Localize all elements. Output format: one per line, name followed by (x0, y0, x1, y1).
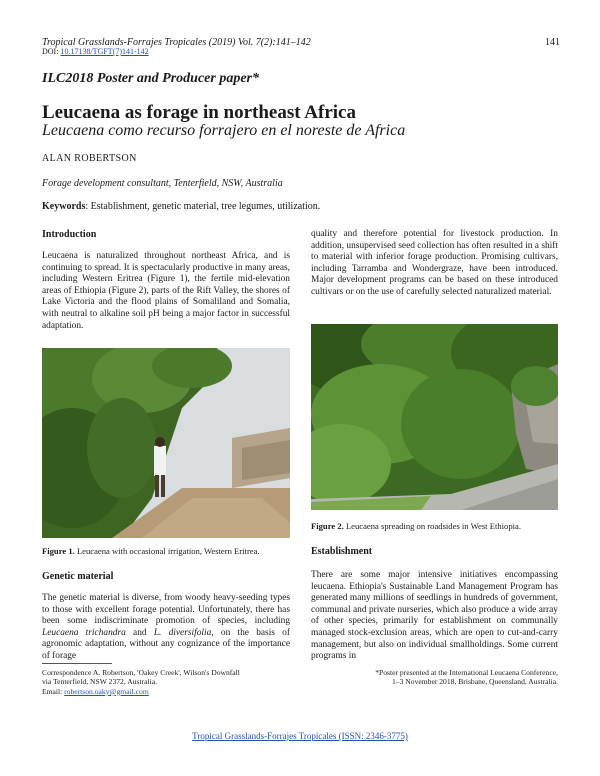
page-number: 141 (545, 37, 560, 48)
establishment-text: There are some major intensive initiatives encompassing leucaena. Ethiopia's Sustainable Land Management Program has generated many millions of seedlings in hundreds of government, communal and private nurseries, which also produce a wide array of other species, primarily for establishment on communally managed stock-exclusion areas, which are open to cut-and-carry management, but also on individual smallholdings. Some current programs in (311, 570, 558, 662)
email-label: Email: (42, 686, 65, 696)
figure1-caption-text: Leucaena with occasional irrigation, Western Eritrea. (76, 546, 260, 556)
genetic-text (42, 593, 290, 663)
poster-footnote-line2: 1–3 November 2018, Brisbane, Queensland, Australia. (392, 677, 558, 687)
keywords (42, 201, 558, 212)
genetic-text-a: The genetic material is diverse, from woody heavy-seeding types to those with excellent forage potential. Unfortunately, there has been some indiscriminate promotion of species, including (42, 593, 290, 627)
correspondence-line1: Correspondence A. Robertson, 'Oakey Creek', Wilson's Downfall (42, 668, 240, 677)
poster-footnote (311, 668, 558, 687)
figure2-caption (311, 521, 521, 531)
correspondence-footnote (42, 668, 312, 696)
poster-footnote-line1: *Poster presented at the International Leucaena Conference, (375, 668, 558, 677)
page-subtitle: Leucaena como recurso forrajero en el noreste de Africa (42, 122, 406, 139)
page-title: Leucaena as forage in northeast Africa (42, 102, 356, 123)
doi-link[interactable]: 10.17138/TGFT(7)141-142 (60, 47, 149, 56)
intro-heading: Introduction (42, 229, 97, 240)
author-affiliation: Forage development consultant, Tenterfield, NSW, Australia (42, 178, 283, 189)
correspondence-email (42, 687, 312, 696)
figure1-label: Figure 1. (42, 546, 75, 556)
journal-header: Tropical Grasslands-Forrajes Tropicales (2019) Vol. 7(2):141–142 (42, 37, 311, 48)
doi-prefix: DOI: (42, 47, 61, 56)
journal-footer-link[interactable]: Tropical Grasslands-Forrajes Tropicales (ISSN: 2346-3775) (192, 731, 408, 741)
species-name-2: L. diversifolia (153, 627, 212, 638)
author-name: ALAN ROBERTSON (42, 153, 137, 164)
doi-line (42, 47, 149, 56)
correspondence-line2: via Tenterfield, NSW 2372, Australia. (42, 677, 157, 687)
footnote-divider (42, 663, 112, 664)
right-col-text: quality and therefore potential for livestock production. In addition, unsupervised seed collection has often resulted in a shift to material with inferior forage production. Promising cultivars, including Tarramba and Wondergraze, have been introduced. Major development programs can be based on these introduced cultivars or on the use of carefully selected naturalized material. (311, 229, 558, 297)
genetic-text-b: and (125, 627, 154, 638)
genetic-heading: Genetic material (42, 571, 114, 582)
figure2-illustration (311, 324, 558, 510)
figure2-photo (311, 324, 558, 510)
paper-type: ILC2018 Poster and Producer paper* (42, 71, 259, 86)
figure2-label: Figure 2. (311, 521, 344, 531)
figure1-caption (42, 546, 260, 556)
keywords-label: Keywords (42, 201, 86, 212)
establishment-heading: Establishment (311, 546, 373, 557)
figure1-illustration (42, 348, 290, 538)
keywords-text: : Establishment, genetic material, tree legumes, utilization. (85, 201, 321, 212)
species-name-1: Leucaena trichandra (42, 627, 126, 638)
figure1-photo (42, 348, 290, 538)
genetic-text-c: , on the basis of agronomic adaptation, without any cognizance of the importance of forage (42, 627, 290, 661)
intro-text: Leucaena is naturalized throughout northeast Africa, and is continuing to spread. It is spectacularly productive in many areas, including Western Eritrea (Figure 1), the fertile mid-elevation areas of Ethiopia (Figure 2), parts of the Rift Valley, the shores of Lake Victoria and the flood plains of Somaliland and Somalia, with neutral to alkaline soil pH being a major factor in successful adaptation. (42, 251, 290, 331)
email-link[interactable]: robertson.oaky@gmail.com (64, 686, 149, 696)
figure2-caption-text: Leucaena spreading on roadsides in West Ethiopia. (345, 521, 521, 531)
